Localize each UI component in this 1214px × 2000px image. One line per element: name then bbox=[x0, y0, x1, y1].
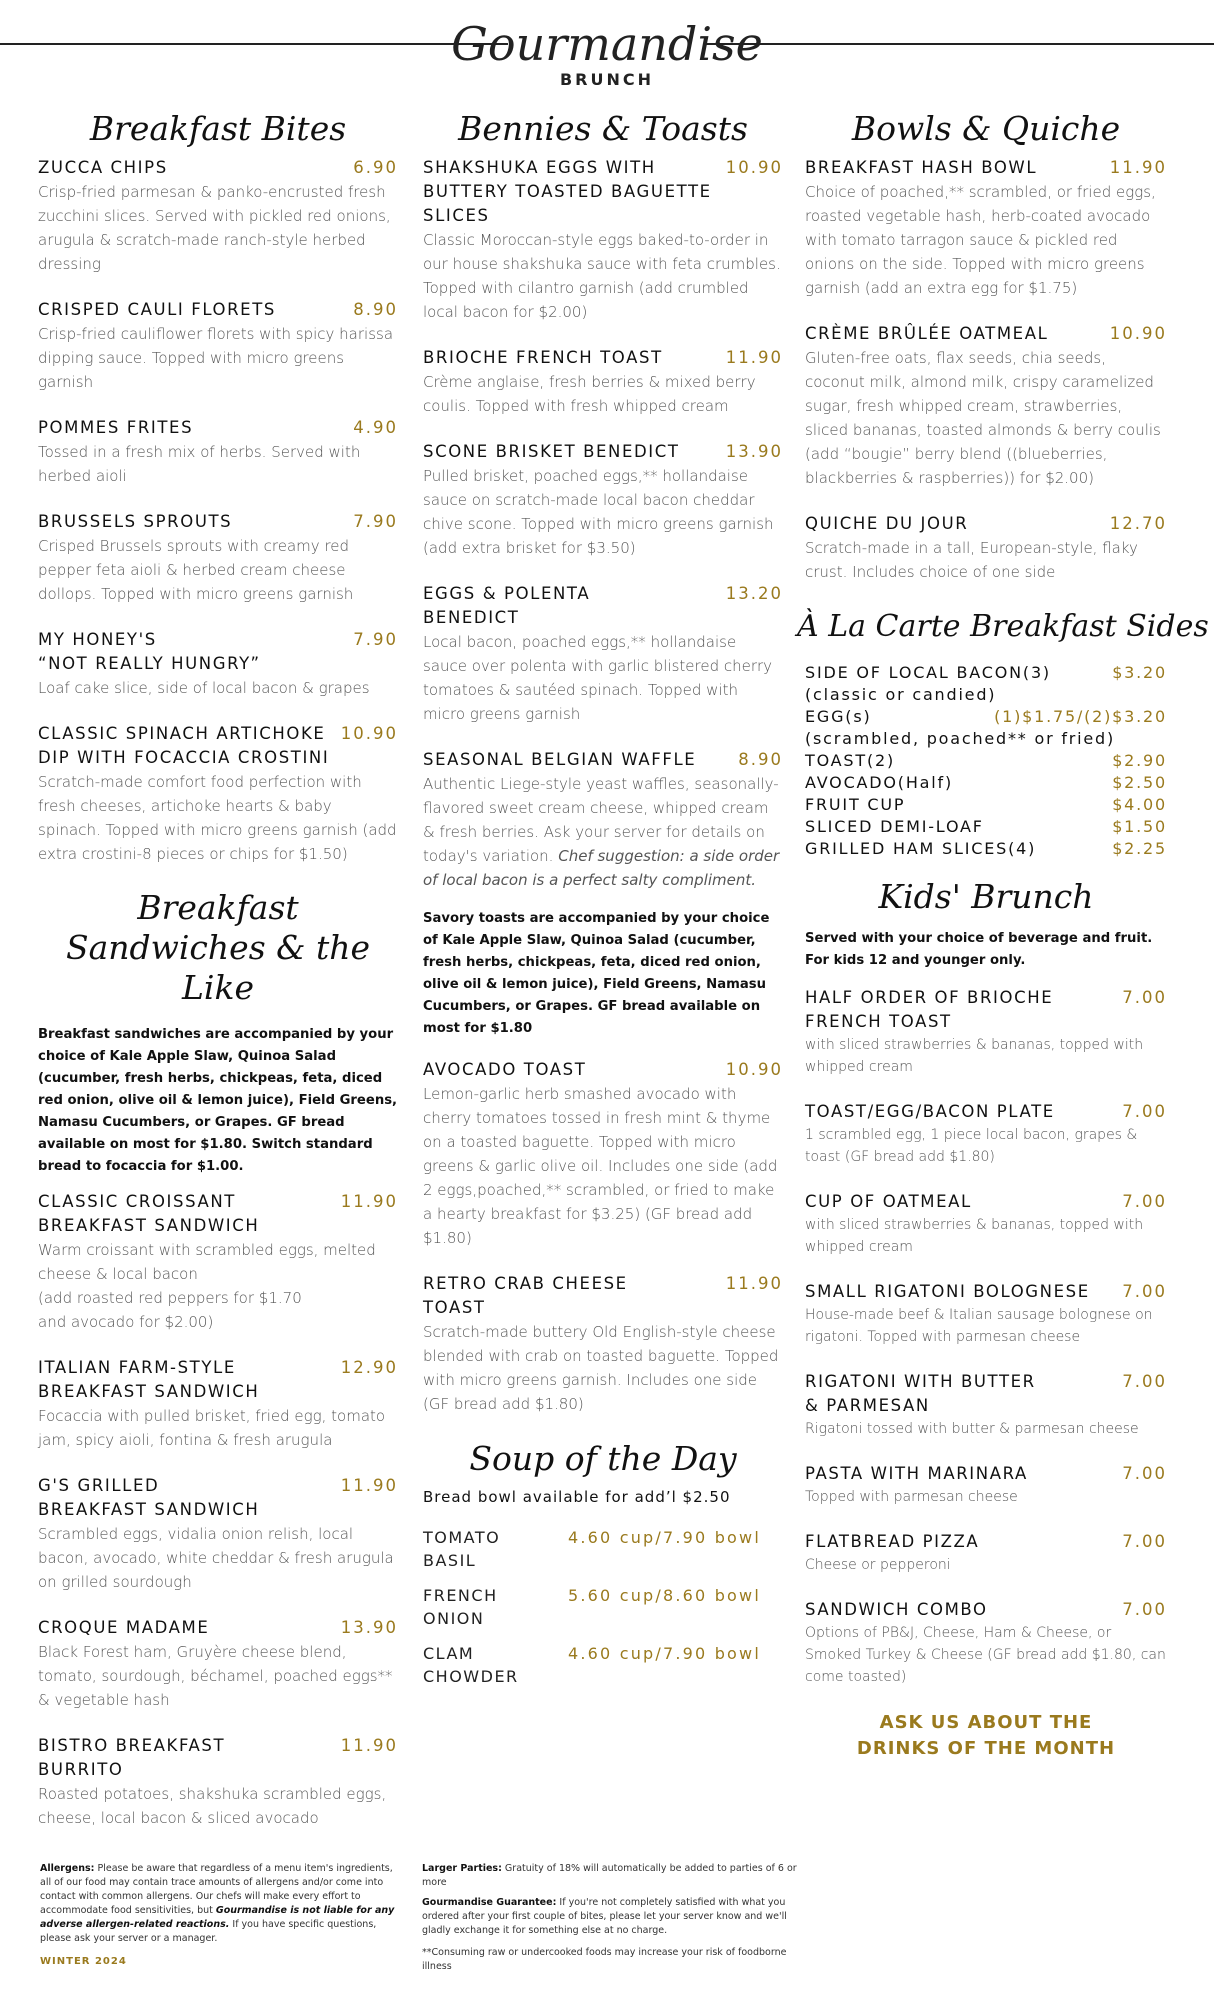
menu-item-header bbox=[805, 1280, 1167, 1304]
menu-item-name: ZUCCA CHIPS bbox=[38, 158, 168, 177]
menu-item bbox=[38, 416, 398, 488]
menu-item-name: FLATBREAD PIZZA bbox=[805, 1532, 980, 1551]
section-title-soup: Soup of the Day bbox=[469, 1439, 737, 1478]
menu-item-header bbox=[805, 1530, 1167, 1554]
menu-item bbox=[38, 722, 398, 866]
menu-item bbox=[38, 628, 398, 700]
section-title-kids: Kids' Brunch bbox=[878, 877, 1094, 916]
sides-list bbox=[805, 662, 1167, 860]
menu-item-name: RETRO CRAB CHEESE TOAST bbox=[423, 1274, 628, 1317]
menu-item-name: CLASSIC SPINACH ARTICHOKE DIP WITH FOCACCIA CROSTINI bbox=[38, 724, 330, 767]
menu-item-header bbox=[805, 986, 1167, 1034]
menu-item-description bbox=[38, 1522, 398, 1594]
menu-item bbox=[38, 1474, 398, 1594]
menu-item-header bbox=[423, 440, 783, 464]
menu-item-name: SEASONAL BELGIAN WAFFLE bbox=[423, 750, 697, 769]
menu-item-description-text: Lemon-garlic herb smashed avocado with cherry tomatoes tossed in fresh mint & thyme on a toasted baguette. Topped with micro greens & garlic olive oil. Includes one side (add 2 eggs,poached,** scrambled, or fried to make a hearty breakfast for $3.25) (GF bread add $1.80) bbox=[423, 1085, 778, 1247]
column-middle bbox=[423, 108, 783, 1700]
menu-item-name: CLASSIC CROISSANT BREAKFAST SANDWICH bbox=[38, 1192, 260, 1235]
menu-item-name: CRÈME BRÛLÉE OATMEAL bbox=[805, 324, 1049, 343]
menu-item-description bbox=[38, 1782, 398, 1830]
menu-item-name: HALF ORDER OF BRIOCHE FRENCH TOAST bbox=[805, 988, 1054, 1031]
menu-item-description bbox=[423, 370, 783, 418]
menu-item-description-text: Authentic Liege-style yeast waffles, seasonally-flavored sweet cream cheese, whipped cream & fresh berries. Ask your server for details on today's variation. bbox=[423, 775, 779, 865]
side-item bbox=[805, 794, 1167, 816]
side-item-name: EGG(s) bbox=[805, 707, 872, 726]
menu-item bbox=[805, 1370, 1167, 1440]
menu-item-name: CROQUE MADAME bbox=[38, 1618, 210, 1637]
side-item bbox=[805, 684, 1167, 706]
menu-item-header bbox=[38, 1734, 398, 1782]
menu-item bbox=[805, 1190, 1167, 1258]
menu-item-header bbox=[423, 156, 783, 228]
menu-item-header bbox=[805, 1190, 1167, 1214]
menu-item-description-text: Focaccia with pulled brisket, fried egg, tomato jam, spicy aioli, fontina & fresh arugula bbox=[38, 1407, 386, 1449]
menu-item-header bbox=[805, 1598, 1167, 1622]
side-item-name: SLICED DEMI-LOAF bbox=[805, 817, 984, 836]
menu-item-description bbox=[805, 346, 1167, 490]
menu-item-header bbox=[38, 416, 398, 440]
menu-item-description-text: Roasted potatoes, shakshuka scrambled eggs, cheese, local bacon & sliced avocado bbox=[38, 1785, 387, 1827]
guarantee-text: If you're not completely satisfied with what you ordered after your first couple of bites, please let your server know and we'll gladly exchange it for something else at no charge. bbox=[422, 1897, 787, 1936]
menu-item-description-text: Crème anglaise, fresh berries & mixed berry coulis. Topped with fresh whipped cream bbox=[423, 373, 756, 415]
menu-item-price: 11.90 bbox=[340, 1736, 398, 1755]
menu-item-header bbox=[38, 298, 398, 322]
consuming-warning: **Consuming raw or undercooked foods may increase your risk of foodborne illness bbox=[422, 1947, 787, 1972]
menu-item-price: 6.90 bbox=[353, 158, 398, 177]
menu-item-price: 7.00 bbox=[1122, 1464, 1167, 1483]
sandwich-note: Breakfast sandwiches are accompanied by your choice of Kale Apple Slaw, Quinoa Salad (cucumber, fresh herbs, chickpeas, feta, diced red onion, olive oil & lemon juice), Field Greens, Namasu Cucumbers, or Grapes. GF bread available on most for $1.80. Switch standard bread to focaccia for $1.00. bbox=[38, 1027, 398, 1174]
menu-item-price: 7.00 bbox=[1122, 1102, 1167, 1121]
menu-item-price: 7.00 bbox=[1122, 1192, 1167, 1211]
menu-item-description-text: Scratch-made in a tall, European-style, flaky crust. Includes choice of one side bbox=[805, 539, 1138, 581]
menu-item-price: 10.90 bbox=[725, 1060, 783, 1079]
menu-item bbox=[423, 1058, 783, 1250]
side-item-price: $2.50 bbox=[1112, 773, 1167, 792]
menu-item-description-text: Scratch-made buttery Old English-style cheese blended with crab on toasted baguette. Topped with micro greens garnish. Includes one side (GF bread add $1.80) bbox=[423, 1323, 779, 1413]
menu-item-description-text: Scrambled eggs, vidalia onion relish, local bacon, avocado, white cheddar & fresh arugula on grilled sourdough bbox=[38, 1525, 394, 1591]
parties-text: Gratuity of 18% will automatically be added to parties of 6 or more bbox=[422, 1863, 797, 1888]
menu-item-header bbox=[423, 748, 783, 772]
soup-item bbox=[423, 1584, 783, 1630]
menu-item bbox=[423, 1272, 783, 1416]
guarantee-label: Gourmandise Guarantee: bbox=[422, 1897, 557, 1908]
menu-item-name: CUP OF OATMEAL bbox=[805, 1192, 972, 1211]
menu-item-price: 7.90 bbox=[353, 512, 398, 531]
menu-item-header bbox=[38, 722, 398, 770]
menu-item-description bbox=[423, 630, 783, 726]
soup-note: Bread bowl available for add’l $2.50 bbox=[423, 1488, 731, 1506]
side-item-price: $3.20 bbox=[1112, 663, 1167, 682]
menu-item-description bbox=[423, 772, 783, 892]
menu-item-price: 11.90 bbox=[340, 1192, 398, 1211]
sandwiches-list bbox=[38, 1190, 398, 1830]
footer-policies bbox=[422, 1862, 797, 1974]
menu-item-header bbox=[38, 156, 398, 180]
menu-item-description-text: Crisp-fried cauliflower florets with spicy harissa dipping sauce. Topped with micro greens garnish bbox=[38, 325, 394, 391]
menu-item bbox=[805, 1280, 1167, 1348]
menu-item-description bbox=[805, 1214, 1167, 1258]
menu-item-description-text: Crisped Brussels sprouts with creamy red pepper feta aioli & herbed cream cheese dollops. Topped with micro greens garnish bbox=[38, 537, 354, 603]
menu-item-description bbox=[805, 1304, 1167, 1348]
menu-item-header bbox=[805, 1370, 1167, 1418]
menu-item-name: PASTA WITH MARINARA bbox=[805, 1464, 1028, 1483]
menu-item-description bbox=[805, 536, 1167, 584]
brand-logo: Gourmandise bbox=[451, 17, 763, 71]
menu-item bbox=[423, 582, 783, 726]
season-label: WINTER 2024 bbox=[40, 1956, 127, 1967]
side-item bbox=[805, 728, 1167, 750]
menu-item-header bbox=[805, 512, 1167, 536]
allergens-contact: If you have specific questions, please ask your server or a manager. bbox=[40, 1919, 377, 1944]
menu-item-description bbox=[423, 228, 783, 324]
menu-item bbox=[805, 1530, 1167, 1576]
soup-name: CLAM CHOWDER bbox=[423, 1644, 519, 1686]
soup-list bbox=[423, 1526, 783, 1688]
menu-item-price: 7.00 bbox=[1122, 1372, 1167, 1391]
menu-item-description bbox=[423, 464, 783, 560]
menu-item-name: BREAKFAST HASH BOWL bbox=[805, 158, 1038, 177]
side-item-name: FRUIT CUP bbox=[805, 795, 906, 814]
menu-item-description bbox=[38, 1404, 398, 1452]
side-item-name: (classic or candied) bbox=[805, 685, 997, 704]
menu-item-description bbox=[38, 1238, 398, 1334]
breakfast-bites-list bbox=[38, 156, 398, 866]
section-title-sides: À La Carte Breakfast Sides bbox=[797, 609, 1209, 644]
menu-item-header bbox=[38, 510, 398, 534]
section-title-bennies-toasts: Bennies & Toasts bbox=[458, 109, 748, 148]
menu-item-price: 10.90 bbox=[725, 158, 783, 177]
menu-item-name: SHAKSHUKA EGGS WITH BUTTERY TOASTED BAGUETTE SLICES bbox=[423, 158, 712, 225]
soup-item bbox=[423, 1642, 783, 1688]
toast-note: Savory toasts are accompanied by your choice of Kale Apple Slaw, Quinoa Salad (cucumber, fresh herbs, chickpeas, feta, diced red onion, olive oil & lemon juice), Field Greens, Namasu Cucumbers, or Grapes. GF bread available on most for $1.80 bbox=[423, 911, 770, 1036]
menu-item-name: CRISPED CAULI FLORETS bbox=[38, 300, 276, 319]
soup-price: 4.60 cup/7.90 bowl bbox=[568, 1644, 761, 1663]
menu-item-description bbox=[38, 440, 398, 488]
menu-item-price: 4.90 bbox=[353, 418, 398, 437]
bowls-list bbox=[805, 156, 1167, 584]
menu-item-description-text: Gluten-free oats, flax seeds, chia seeds, coconut milk, almond milk, crispy caramelized sugar, fresh whipped cream, strawberries, sliced bananas, toasted almonds & berry coulis (add “bougie” berry blend ((blueberries, blackberries & raspberries)) for $2.00) bbox=[805, 349, 1161, 487]
menu-item-header bbox=[423, 346, 783, 370]
menu-item-description bbox=[805, 1418, 1167, 1440]
menu-item bbox=[38, 1734, 398, 1830]
menu-item-name: RIGATONI WITH BUTTER & PARMESAN bbox=[805, 1372, 1036, 1415]
menu-item-price: 13.20 bbox=[725, 584, 783, 603]
menu-item-header bbox=[805, 322, 1167, 346]
menu-item-price: 7.00 bbox=[1122, 988, 1167, 1007]
menu-item-description-text: House-made beef & Italian sausage bolognese on rigatoni. Topped with parmesan cheese bbox=[805, 1307, 1153, 1345]
menu-subtitle: BRUNCH bbox=[559, 70, 655, 89]
footer-allergens bbox=[40, 1862, 398, 1967]
side-item-price: $2.25 bbox=[1112, 839, 1167, 858]
menu-item-name: AVOCADO TOAST bbox=[423, 1060, 587, 1079]
menu-item-header bbox=[805, 156, 1167, 180]
soup-name: TOMATO BASIL bbox=[423, 1528, 501, 1570]
menu-item-price: 10.90 bbox=[1109, 324, 1167, 343]
menu-item-description bbox=[38, 180, 398, 276]
menu-item-description bbox=[38, 534, 398, 606]
menu-item-description bbox=[38, 676, 398, 700]
menu-item-name: EGGS & POLENTA BENEDICT bbox=[423, 584, 591, 627]
menu-item bbox=[805, 322, 1167, 490]
menu-item-description-text: Pulled brisket, poached eggs,** hollandaise sauce on scratch-made local bacon cheddar chive scone. Topped with micro greens garnish (add extra brisket for $3.50) bbox=[423, 467, 774, 557]
menu-item-description bbox=[423, 1320, 783, 1416]
menu-item bbox=[38, 510, 398, 606]
menu-item-header bbox=[423, 1058, 783, 1082]
menu-item-description-text: Classic Moroccan-style eggs baked-to-order in our house shakshuka sauce with feta crumbles. Topped with cilantro garnish (add crumbled local bacon for $2.00) bbox=[423, 231, 781, 321]
menu-item-name: BRIOCHE FRENCH TOAST bbox=[423, 348, 663, 367]
menu-item-description bbox=[805, 1554, 1167, 1576]
menu-item-price: 12.70 bbox=[1109, 514, 1167, 533]
menu-item bbox=[423, 748, 783, 892]
menu-item-price: 7.00 bbox=[1122, 1600, 1167, 1619]
menu-item-name: G'S GRILLED BREAKFAST SANDWICH bbox=[38, 1476, 260, 1519]
side-item-name: GRILLED HAM SLICES(4) bbox=[805, 839, 1037, 858]
menu-item-name: MY HONEY'S “NOT REALLY HUNGRY” bbox=[38, 630, 261, 673]
menu-item-name: TOAST/EGG/BACON PLATE bbox=[805, 1102, 1055, 1121]
column-left bbox=[38, 108, 398, 1852]
menu-item-description bbox=[423, 1082, 783, 1250]
menu-item-description-text: with sliced strawberries & bananas, topped with whipped cream bbox=[805, 1037, 1144, 1075]
menu-item-description-text: Loaf cake slice, side of local bacon & grapes bbox=[38, 679, 370, 697]
menu-item-description-text: Cheese or pepperoni bbox=[805, 1557, 951, 1573]
kids-list bbox=[805, 986, 1167, 1688]
menu-item-description-text: Options of PB&J, Cheese, Ham & Cheese, or Smoked Turkey & Cheese (GF bread add $1.80, can come toasted) bbox=[805, 1625, 1166, 1685]
menu-item-description bbox=[805, 1622, 1167, 1688]
menu-item bbox=[38, 156, 398, 276]
menu-item-description-text: with sliced strawberries & bananas, topped with whipped cream bbox=[805, 1217, 1144, 1255]
side-item-price: $1.50 bbox=[1112, 817, 1167, 836]
menu-item-description-text: Choice of poached,** scrambled, or fried eggs, roasted vegetable hash, herb-coated avocado with tomato tarragon sauce & pickled red onions on the side. Topped with micro greens garnish (add an extra egg for $1.75) bbox=[805, 183, 1156, 297]
menu-item-price: 8.90 bbox=[738, 750, 783, 769]
menu-item-description bbox=[805, 180, 1167, 300]
menu-item-description bbox=[38, 322, 398, 394]
menu-item-header bbox=[38, 628, 398, 676]
menu-item-header bbox=[423, 582, 783, 630]
column-right bbox=[797, 108, 1209, 1762]
menu-item-price: 11.90 bbox=[1109, 158, 1167, 177]
menu-item-price: 13.90 bbox=[340, 1618, 398, 1637]
side-item-name: (scrambled, poached** or fried) bbox=[805, 729, 1116, 748]
menu-item-name: SANDWICH COMBO bbox=[805, 1600, 988, 1619]
menu-item bbox=[805, 156, 1167, 300]
menu-item-description-text: 1 scrambled egg, 1 piece local bacon, grapes & toast (GF bread add $1.80) bbox=[805, 1127, 1138, 1165]
toasts-list bbox=[423, 1058, 783, 1416]
menu-item-description-text: Scratch-made comfort food perfection with fresh cheeses, artichoke hearts & baby spinach. Topped with micro greens garnish (add extra crostini-8 pieces or chips for $1.50) bbox=[38, 773, 397, 863]
menu-item bbox=[38, 298, 398, 394]
menu-item-price: 7.90 bbox=[353, 630, 398, 649]
kids-note: Served with your choice of beverage and fruit. For kids 12 and younger only. bbox=[805, 931, 1153, 968]
side-item-options: (1)$1.75/(2)$3.20 bbox=[994, 707, 1167, 726]
menu-item-name: ITALIAN FARM-STYLE BREAKFAST SANDWICH bbox=[38, 1358, 260, 1401]
soup-name: FRENCH ONION bbox=[423, 1586, 498, 1628]
allergens-disclaimer: Gourmandise is not liable for any adverse allergen-related reactions. bbox=[40, 1905, 395, 1930]
menu-item-header bbox=[38, 1356, 398, 1404]
menu-item bbox=[38, 1356, 398, 1452]
menu-item-description bbox=[805, 1124, 1167, 1168]
menu-item-description-text: Warm croissant with scrambled eggs, melted cheese & local bacon (add roasted red peppers for $1.70 and avocado for $2.00) bbox=[38, 1241, 376, 1331]
menu-item-name: BISTRO BREAKFAST BURRITO bbox=[38, 1736, 226, 1779]
side-item bbox=[805, 772, 1167, 794]
menu-item-description-text: Topped with parmesan cheese bbox=[805, 1489, 1018, 1505]
menu-item-name: BRUSSELS SPROUTS bbox=[38, 512, 233, 531]
menu-item-price: 11.90 bbox=[725, 1274, 783, 1293]
side-item bbox=[805, 838, 1167, 860]
side-item bbox=[805, 816, 1167, 838]
menu-item-name: SCONE BRISKET BENEDICT bbox=[423, 442, 680, 461]
menu-item-header bbox=[423, 1272, 783, 1320]
menu-item-price: 11.90 bbox=[340, 1476, 398, 1495]
menu-item-description-text: Tossed in a fresh mix of herbs. Served with herbed aioli bbox=[38, 443, 361, 485]
menu-item bbox=[805, 1462, 1167, 1508]
soup-price: 4.60 cup/7.90 bowl bbox=[568, 1528, 761, 1547]
menu-item-description-text: Local bacon, poached eggs,** hollandaise sauce over polenta with garlic blistered cherry tomatoes & sautéed spinach. Topped with micro greens garnish bbox=[423, 633, 773, 723]
bennies-list bbox=[423, 156, 783, 892]
menu-item bbox=[38, 1616, 398, 1712]
menu-item-price: 10.90 bbox=[340, 724, 398, 743]
menu-item-header bbox=[38, 1616, 398, 1640]
menu-item-description bbox=[38, 770, 398, 866]
menu-item bbox=[38, 1190, 398, 1334]
menu-item bbox=[423, 156, 783, 324]
menu-item bbox=[805, 1100, 1167, 1168]
menu-item-description bbox=[805, 1034, 1167, 1078]
section-title-bowls-quiche: Bowls & Quiche bbox=[851, 109, 1121, 148]
side-item bbox=[805, 750, 1167, 772]
menu-item-price: 13.90 bbox=[725, 442, 783, 461]
side-item bbox=[805, 706, 1167, 728]
menu-item-header bbox=[805, 1100, 1167, 1124]
menu-item-description bbox=[38, 1640, 398, 1712]
menu-item-header bbox=[38, 1190, 398, 1238]
menu-item-name: SMALL RIGATONI BOLOGNESE bbox=[805, 1282, 1090, 1301]
menu-item-name: POMMES FRITES bbox=[38, 418, 194, 437]
soup-item bbox=[423, 1526, 783, 1572]
section-title-breakfast-bites: Breakfast Bites bbox=[89, 109, 347, 148]
chef-suggestion: Chef suggestion: a side order of local bacon is a perfect salty compliment. bbox=[423, 847, 780, 889]
side-item bbox=[805, 662, 1167, 684]
allergens-text: Please be aware that regardless of a menu item's ingredients, all of our food may contain trace amounts of allergens and/or come into contact with common allergens. Our chefs will make every effort to accommodate food sensitivities, but bbox=[40, 1863, 393, 1916]
menu-item bbox=[423, 346, 783, 418]
menu-item-header bbox=[38, 1474, 398, 1522]
menu-item-description bbox=[805, 1486, 1167, 1508]
drinks-callout: ASK US ABOUT THE DRINKS OF THE MONTH bbox=[856, 1712, 1116, 1759]
soup-price: 5.60 cup/8.60 bowl bbox=[568, 1586, 761, 1605]
menu-item bbox=[805, 512, 1167, 584]
menu-item-price: 7.00 bbox=[1122, 1282, 1167, 1301]
menu-item-description-text: Black Forest ham, Gruyère cheese blend, tomato, sourdough, béchamel, poached eggs** & vegetable hash bbox=[38, 1643, 393, 1709]
side-item-price: $4.00 bbox=[1112, 795, 1167, 814]
menu-item-description-text: Rigatoni tossed with butter & parmesan cheese bbox=[805, 1421, 1139, 1437]
menu-item-name: QUICHE DU JOUR bbox=[805, 514, 969, 533]
menu-item-description-text: Crisp-fried parmesan & panko-encrusted fresh zucchini slices. Served with pickled red onions, arugula & scratch-made ranch-style herbed dressing bbox=[38, 183, 391, 273]
menu-item-header bbox=[805, 1462, 1167, 1486]
menu-item-price: 11.90 bbox=[725, 348, 783, 367]
menu-item bbox=[423, 440, 783, 560]
allergens-label: Allergens: bbox=[40, 1863, 95, 1874]
parties-label: Larger Parties: bbox=[422, 1863, 502, 1874]
section-title-sandwiches: Breakfast Sandwiches & the Like bbox=[65, 888, 371, 1007]
side-item-name: SIDE OF LOCAL BACON(3) bbox=[805, 663, 1051, 682]
menu-item bbox=[805, 986, 1167, 1078]
side-item-name: TOAST(2) bbox=[805, 751, 896, 770]
side-item-price: $2.90 bbox=[1112, 751, 1167, 770]
menu-item-price: 7.00 bbox=[1122, 1532, 1167, 1551]
menu-item-price: 8.90 bbox=[353, 300, 398, 319]
side-item-name: AVOCADO(Half) bbox=[805, 773, 954, 792]
menu-item-price: 12.90 bbox=[340, 1358, 398, 1377]
menu-item bbox=[805, 1598, 1167, 1688]
